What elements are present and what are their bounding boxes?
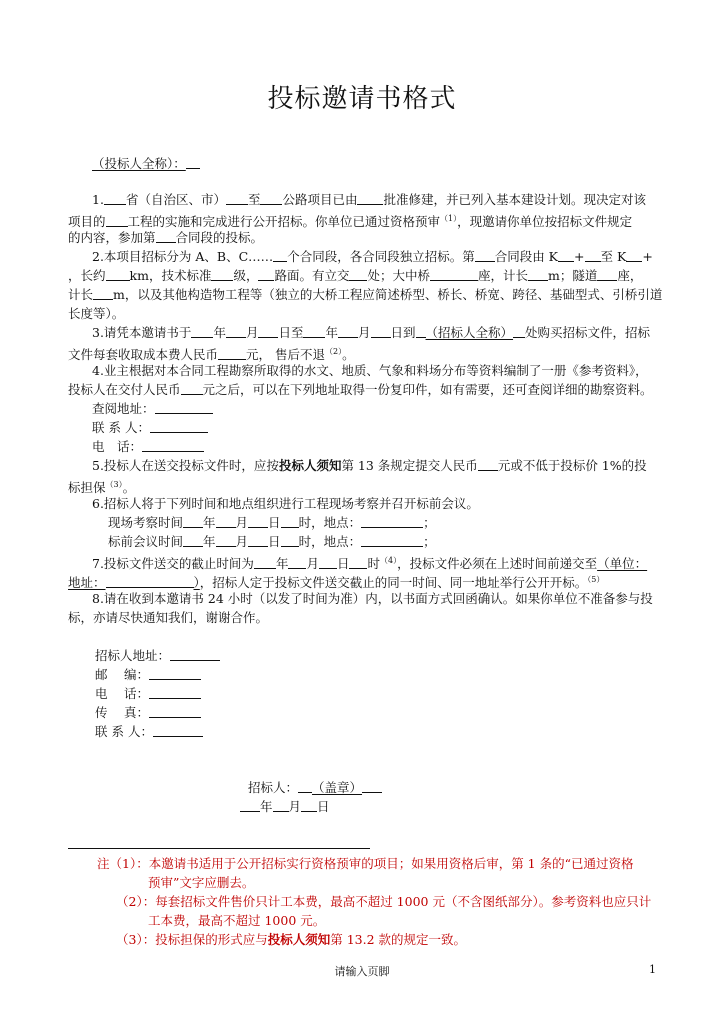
signature-date: 年 月 日: [240, 798, 330, 815]
page-footer: 请输入页脚: [334, 965, 390, 978]
p4-contact: 联 系 人：: [92, 419, 208, 436]
p4-address: 查阅地址：: [92, 400, 213, 417]
p7-line1: 7.投标文件送交的截止时间为 年 月 日 时$^{(4)}$，投标文件必须在上述时间前递交至（单位：: [92, 556, 648, 572]
tenderer-contact-person: 联 系 人：: [95, 723, 203, 740]
p4-line1: 4.业主根据对本合同工程勘察所取得的水文、地质、气象和料场分布等资料编制了一册《参考资料》，: [92, 363, 648, 378]
addressee: （投标人全称）：: [92, 156, 186, 171]
p5-line2: 标担保$^{(3)}$。: [68, 480, 136, 496]
signature-line: 招标人： （盖章）: [248, 779, 382, 796]
p8-line1: 8.请在收到本邀请书 24 小时（以发了时间为准）内，以书面方式回函确认。如果你单位不准备参与投: [92, 591, 653, 606]
note-2-line2: 工本费，最高不超过 1000 元。: [148, 913, 326, 928]
p5-line1: 5.投标人在送交投标文件时，应按投标人须知第 13 条规定提交人民币 元或不低于投标价 1%的投: [92, 458, 647, 473]
p6-pre-bid-meeting: 标前会议时间 年 月 日 时，地点： ；: [108, 534, 436, 549]
p2-line1: 2.本项目招标分为 A、B、C…… 个合同段，各合同段独立招标。第 合同段由 K + 至 K +: [92, 249, 653, 264]
page-number: 1: [649, 963, 656, 976]
p1-line3: 的内容，参加第 合同段的投标。: [68, 230, 264, 245]
note-2-line1: （2）：每套招标文件售价只计工本费，最高不超过 1000 元（不含图纸部分）。参考资料也应只计: [116, 894, 652, 909]
notes-divider: [68, 848, 370, 849]
p2-line4: 长度等）。: [68, 306, 125, 321]
page-title: 投标邀请书格式: [267, 84, 457, 114]
addressee-line: [92, 155, 200, 172]
note-1-line1: 注（1）：本邀请书适用于公开招标实行资格预审的项目；如果用资格后审，第 1 条的“已通过资格: [97, 856, 634, 871]
p1-line2: 项目的 工程的实施和完成进行公开招标。你单位已通过资格预审$^{(1)}$，现邀请你单位按招标文件规定: [68, 214, 633, 230]
p3-line2: 文件每套收取成本费人民币 元， 售后不退$^{(2)}$。: [68, 347, 355, 363]
p8-line2: 标，亦请尽快通知我们，谢谢合作。: [68, 610, 269, 625]
tenderer-phone: 电 话：: [95, 685, 201, 702]
p6-line1: 6.招标人将于下列时间和地点组织进行工程现场考察并召开标前会议。: [92, 496, 479, 511]
tenderer-fax: 传 真：: [95, 704, 201, 721]
p6-site-visit: 现场考察时间 年 月 日 时，地点： ；: [108, 515, 436, 530]
tenderer-address: 招标人地址：: [95, 647, 220, 664]
tenderer-postcode: 邮 编：: [95, 666, 201, 683]
seal-label: （盖章）: [312, 780, 363, 795]
note-1-line2: 预审”文字应删去。: [148, 875, 255, 890]
p3-line1: 3.请凭本邀请书于 年 月 日至 年 月 日到 （招标人全称） 处购买招标文件，招标: [92, 325, 651, 340]
p7-line2: 地址： ），招标人定于投标文件送交截止的同一时间、同一地址举行公开开标。$^{(5)}$: [68, 575, 605, 591]
p1-line1: 1. 省（自治区、市） 至 公路项目已由 批准修建，并已列入基本建设计划。现决定对该: [92, 192, 646, 207]
p2-line2: ，长约 km，技术标准 级， 路面。有立交 处；大中桥 座，计长 m；隧道 座，: [68, 268, 643, 283]
p4-line2: 投标人在交付人民币 元之后，可以在下列地址取得一份复印件，如有需要，还可查阅详细的勘察资料。: [68, 382, 653, 397]
p4-phone: 电 话：: [92, 438, 204, 455]
p2-line3: 计长 m，以及其他构造物工程等（独立的大桥工程应简述桥型、桥长、桥宽、跨径、基础型式、引桥引道: [68, 287, 663, 302]
note-3: （3）：投标担保的形式应与投标人须知第 13.2 款的规定一致。: [116, 932, 467, 947]
